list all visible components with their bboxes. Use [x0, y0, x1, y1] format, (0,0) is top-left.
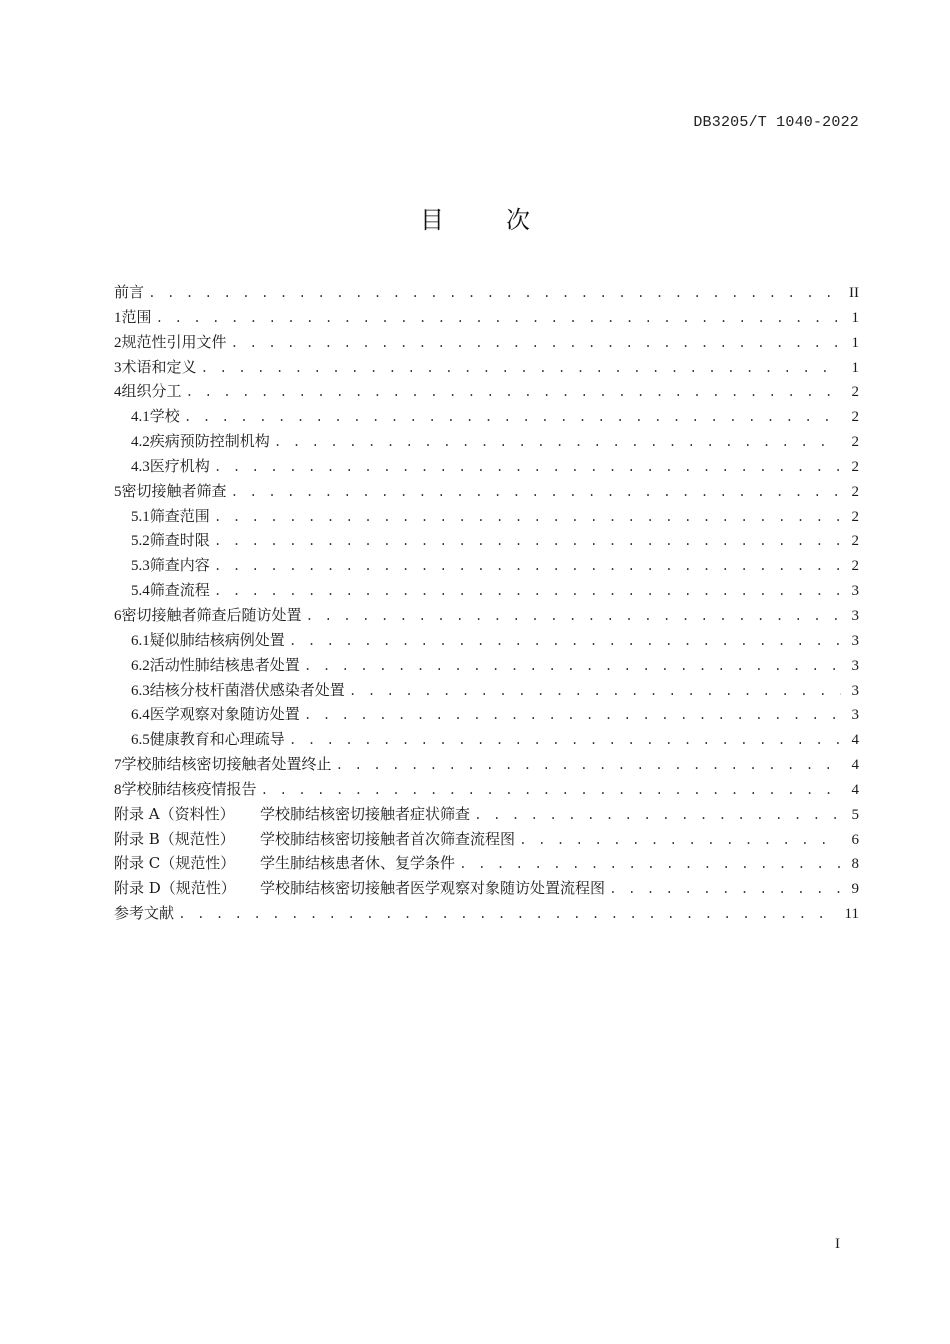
toc-number: 5.1 [131, 508, 150, 525]
toc-entry[interactable] [114, 379, 859, 404]
toc-number: 4.2 [131, 434, 150, 451]
toc-entry[interactable] [114, 603, 859, 628]
toc-subentry[interactable] [114, 702, 859, 727]
toc-number: 3 [114, 359, 122, 376]
toc-label: 学校肺结核密切接触者医学观察对象随访处置流程图 [260, 879, 606, 898]
toc-page: 4 [851, 781, 859, 798]
toc-subentry[interactable] [114, 727, 859, 752]
toc-leader-dots [156, 307, 841, 332]
toc-number: 6.2 [131, 657, 150, 674]
toc-leader-dots [261, 779, 841, 804]
toc-label: 筛查内容 [149, 556, 210, 575]
toc-entry[interactable] [114, 479, 859, 504]
toc-leader-dots [214, 530, 841, 555]
toc-number: 6 [114, 607, 122, 624]
toc-subentry[interactable] [114, 454, 859, 479]
toc-leader-dots [289, 729, 841, 754]
toc-leader-dots [349, 680, 841, 705]
toc-page: 2 [851, 458, 859, 475]
toc-page: 3 [851, 583, 859, 600]
toc-subentry[interactable] [114, 504, 859, 529]
toc-label: 结核分枝杆菌潜伏感染者处置 [149, 680, 345, 699]
toc-label: 活动性肺结核患者处置 [149, 655, 300, 674]
toc-leader-dots [474, 804, 841, 829]
toc-leader-dots [274, 431, 841, 456]
toc-leader-dots [231, 481, 841, 506]
toc-number: 6.1 [131, 632, 150, 649]
toc-leader-dots [201, 357, 841, 382]
toc-label: 密切接触者筛查 [121, 481, 227, 500]
toc-appendix-prefix: 附录 B（规范性） [114, 829, 235, 848]
toc-leader-dots [148, 282, 841, 307]
toc-label: 筛查流程 [149, 581, 210, 600]
toc-subentry[interactable] [114, 553, 859, 578]
toc-page: 2 [851, 434, 859, 451]
toc-appendix-prefix: 附录 C（规范性） [114, 854, 236, 873]
toc-page: 2 [851, 409, 859, 426]
toc-label: 前言 [114, 283, 145, 301]
toc-page: 3 [851, 632, 859, 649]
toc-leader-dots [186, 381, 841, 406]
toc-subentry[interactable] [114, 578, 859, 603]
toc-label: 范围 [121, 307, 152, 326]
toc-entry-foreword[interactable] [114, 280, 859, 305]
toc-label: 学校肺结核密切接触者首次筛查流程图 [260, 829, 516, 848]
toc-page: 2 [851, 508, 859, 525]
toc-page: 1 [851, 359, 859, 376]
toc-page: 1 [851, 309, 859, 326]
toc-number: 5.4 [131, 583, 150, 600]
toc-label: 规范性引用文件 [121, 332, 227, 351]
toc-leader-dots [214, 506, 841, 531]
toc-label: 筛查时限 [149, 531, 210, 550]
toc-page: 6 [851, 831, 859, 848]
toc-entry[interactable] [114, 330, 859, 355]
toc-label: 健康教育和心理疏导 [149, 730, 285, 749]
table-of-contents [114, 280, 859, 926]
toc-appendix-prefix: 附录 D（规范性） [114, 879, 236, 898]
toc-number: 6.4 [131, 707, 150, 724]
toc-subentry[interactable] [114, 653, 859, 678]
toc-page: 4 [851, 757, 859, 774]
toc-subentry[interactable] [114, 528, 859, 553]
toc-leader-dots [336, 754, 841, 779]
toc-subentry[interactable] [114, 429, 859, 454]
toc-entry-appendix-d[interactable] [114, 876, 859, 901]
toc-leader-dots [231, 332, 841, 357]
toc-label: 学校肺结核密切接触者处置终止 [121, 755, 332, 774]
toc-leader-dots [214, 555, 841, 580]
toc-label: 学生肺结核患者休、复学条件 [260, 854, 456, 873]
toc-leader-dots [289, 630, 841, 655]
toc-subentry[interactable] [114, 628, 859, 653]
toc-label: 参考文献 [114, 904, 175, 923]
toc-page: 5 [851, 806, 859, 823]
toc-label: 密切接触者筛查后随访处置 [121, 605, 302, 624]
toc-number: 2 [114, 334, 122, 351]
toc-leader-dots [304, 704, 841, 729]
toc-number: 4.3 [131, 458, 150, 475]
toc-number: 1 [114, 309, 122, 326]
toc-page: 9 [851, 881, 859, 898]
toc-leader-dots [459, 853, 841, 878]
toc-label: 医学观察对象随访处置 [149, 705, 300, 724]
toc-entry-references[interactable] [114, 901, 859, 926]
toc-leader-dots [304, 655, 841, 680]
toc-entry-appendix-b[interactable] [114, 827, 859, 852]
toc-label: 疾病预防控制机构 [149, 432, 270, 451]
toc-entry-appendix-c[interactable] [114, 851, 859, 876]
toc-leader-dots [214, 580, 841, 605]
page-number: I [835, 1236, 840, 1252]
toc-number: 5.2 [131, 533, 150, 550]
toc-leader-dots [519, 829, 841, 854]
toc-leader-dots [178, 903, 839, 928]
toc-page: 3 [851, 607, 859, 624]
toc-label: 学校 [149, 407, 180, 426]
document-code: DB3205/T 1040-2022 [693, 114, 859, 131]
toc-label: 学校肺结核疫情报告 [121, 779, 257, 798]
toc-number: 6.5 [131, 732, 150, 749]
toc-subentry[interactable] [114, 678, 859, 703]
toc-number: 6.3 [131, 682, 150, 699]
toc-label: 医疗机构 [149, 456, 210, 475]
toc-leader-dots [214, 456, 841, 481]
toc-number: 4 [114, 384, 122, 401]
toc-page: 3 [851, 657, 859, 674]
toc-page: 3 [851, 707, 859, 724]
toc-label: 疑似肺结核病例处置 [149, 630, 285, 649]
toc-page: 4 [851, 732, 859, 749]
toc-number: 5 [114, 483, 122, 500]
toc-page: 2 [851, 558, 859, 575]
toc-leader-dots [609, 878, 841, 903]
toc-label: 筛查范围 [149, 506, 210, 525]
toc-label: 组织分工 [121, 382, 182, 401]
toc-leader-dots [306, 605, 841, 630]
toc-entry[interactable] [114, 777, 859, 802]
toc-label: 术语和定义 [121, 357, 197, 376]
toc-subentry[interactable] [114, 404, 859, 429]
page-title: 目次 [420, 206, 592, 234]
toc-number: 8 [114, 781, 122, 798]
toc-entry[interactable] [114, 355, 859, 380]
toc-number: 7 [114, 757, 122, 774]
toc-page: 11 [844, 906, 859, 923]
toc-entry[interactable] [114, 752, 859, 777]
toc-label: 学校肺结核密切接触者症状筛查 [260, 804, 471, 823]
toc-page: II [849, 285, 859, 301]
toc-number: 4.1 [131, 409, 150, 426]
toc-page: 2 [851, 483, 859, 500]
toc-entry[interactable] [114, 305, 859, 330]
toc-entry-appendix-a[interactable] [114, 802, 859, 827]
toc-page: 3 [851, 682, 859, 699]
toc-page: 8 [851, 856, 859, 873]
toc-number: 5.3 [131, 558, 150, 575]
toc-appendix-prefix: 附录 A（资料性） [114, 804, 235, 823]
toc-page: 1 [851, 334, 859, 351]
toc-page: 2 [851, 384, 859, 401]
toc-leader-dots [184, 406, 841, 431]
toc-page: 2 [851, 533, 859, 550]
